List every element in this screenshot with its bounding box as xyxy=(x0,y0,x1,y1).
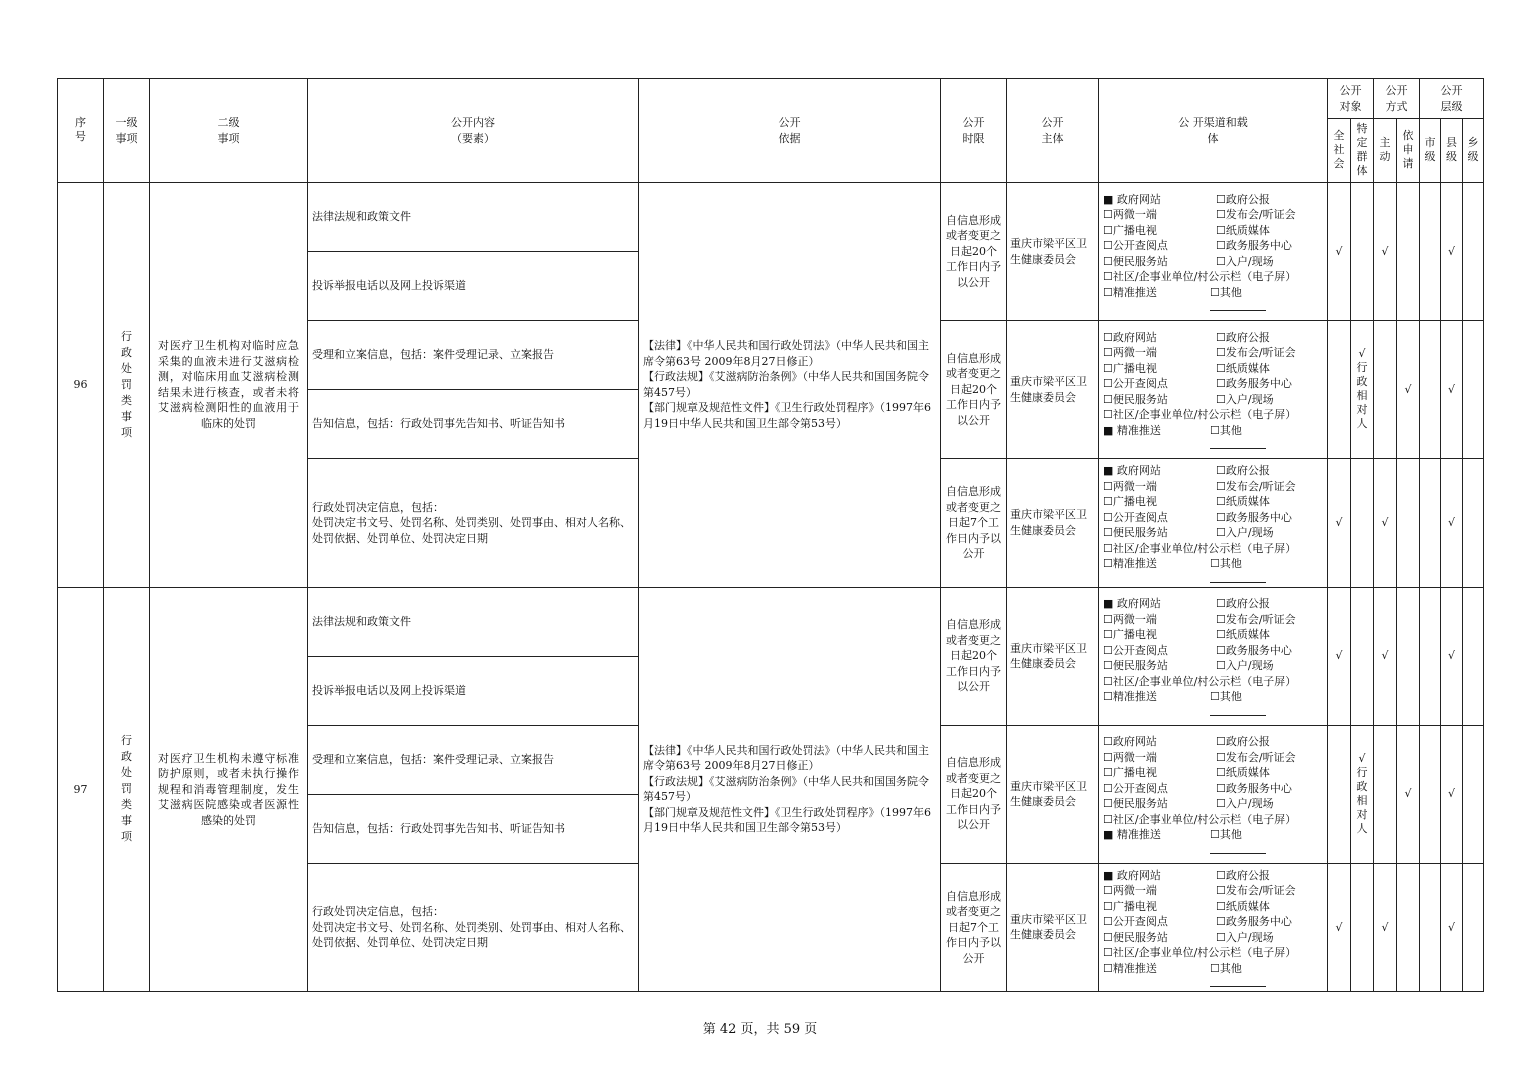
level2-cell: 对医疗卫生机构未遵守标准防护原则，或者未执行操作规程和消毒管理制度，发生艾滋病医院感染或者医源性感染的处罚 xyxy=(150,587,308,992)
channel-option: ☐入户/现场 xyxy=(1216,659,1274,673)
channel-option: ☐社区/企事业单位/村公示栏（电子屏） xyxy=(1103,408,1297,422)
content-cell: 法律法规和政策文件 xyxy=(308,183,639,252)
channel-option: ☐精准推送 xyxy=(1103,285,1157,299)
channel-option: ☐两微一端 xyxy=(1103,346,1157,360)
channel-option: ☐两微一端 xyxy=(1103,208,1157,222)
channel-option: ☐政府网站 xyxy=(1103,330,1157,344)
channel-option: ☐精准推送 xyxy=(1103,961,1157,975)
check-active xyxy=(1374,725,1397,863)
check-town xyxy=(1463,587,1484,725)
channel-option: ☐发布会/听证会 xyxy=(1216,346,1296,360)
check-all: √ xyxy=(1328,587,1351,725)
check-specific xyxy=(1351,459,1374,588)
check-active: √ xyxy=(1374,863,1397,992)
check-all: √ xyxy=(1328,459,1351,588)
basis-item: 【法律】《中华人民共和国行政处罚法》（中华人民共和国主席令第63号 2009年8月27日修正） xyxy=(643,339,929,368)
channel-option: ☐政务服务中心 xyxy=(1216,239,1292,253)
channel-option: ☐公开查阅点 xyxy=(1103,510,1168,524)
header-target-specific: 特定群体 xyxy=(1351,119,1374,183)
channel-option: ☐政府公报 xyxy=(1216,868,1270,882)
check-county: √ xyxy=(1441,321,1463,459)
header-seq: 序号 xyxy=(58,79,104,183)
channel-option: ☐发布会/听证会 xyxy=(1216,612,1296,626)
channel-option: ☐广播电视 xyxy=(1103,628,1157,642)
header-mode-active: 主动 xyxy=(1374,119,1397,183)
channel-option: ■ 政府网站 xyxy=(1103,464,1161,477)
channel-option: ☐纸质媒体 xyxy=(1216,766,1270,780)
level1-cell: 行政处罚类事项 xyxy=(104,183,150,588)
check-city xyxy=(1420,321,1441,459)
basis-item: 【部门规章及规范性文件】《卫生行政处罚程序》（1997年6月19日中华人民共和国卫生部令第53号） xyxy=(643,401,931,430)
channel-option: ☐广播电视 xyxy=(1103,766,1157,780)
content-cell: 行政处罚决定信息，包括： 处罚决定书文号、处罚名称、处罚类别、处罚事由、相对人名称、处罚依据、处罚单位、处罚决定日期 xyxy=(308,863,639,992)
check-county: √ xyxy=(1441,863,1463,992)
channel-cell xyxy=(1099,183,1328,321)
channel-option: ☐政务服务中心 xyxy=(1216,510,1292,524)
channel-option: ☐发布会/听证会 xyxy=(1216,884,1296,897)
time-cell: 自信息形成或者变更之日起20个工作日内予以公开 xyxy=(941,725,1007,863)
time-cell: 自信息形成或者变更之日起20个工作日内予以公开 xyxy=(941,183,1007,321)
content-cell: 告知信息，包括：行政处罚事先告知书、听证告知书 xyxy=(308,390,639,459)
check-specific: √行政相对人 xyxy=(1351,321,1374,459)
check-town xyxy=(1463,183,1484,321)
check-apply xyxy=(1397,459,1420,588)
basis-item: 【行政法规】《艾滋病防治条例》（中华人民共和国国务院令第457号） xyxy=(643,370,929,399)
check-specific xyxy=(1351,863,1374,992)
channel-option: ☐纸质媒体 xyxy=(1216,495,1270,508)
check-apply: √ xyxy=(1397,321,1420,459)
channel-option: ☐入户/现场 xyxy=(1216,526,1274,539)
check-county: √ xyxy=(1441,459,1463,588)
check-city xyxy=(1420,587,1441,725)
content-cell: 投诉举报电话以及网上投诉渠道 xyxy=(308,252,639,321)
channel-option: ☐广播电视 xyxy=(1103,495,1157,508)
channel-option: ☐两微一端 xyxy=(1103,750,1157,764)
blank-line xyxy=(1210,843,1266,854)
channel-option: ☐政府公报 xyxy=(1216,597,1270,611)
channel-option: ☐广播电视 xyxy=(1103,223,1157,237)
channel-option-other: ☐其他 xyxy=(1210,285,1323,312)
channel-option: ☐纸质媒体 xyxy=(1216,223,1270,237)
header-time: 公开时限 xyxy=(941,79,1007,183)
channel-option-other: ☐其他 xyxy=(1210,423,1323,450)
channel-option: ☐政府公报 xyxy=(1216,192,1270,206)
basis-cell xyxy=(639,183,941,588)
channel-option: ☐入户/现场 xyxy=(1216,797,1274,811)
check-town xyxy=(1463,321,1484,459)
check-active xyxy=(1374,321,1397,459)
table-row xyxy=(58,183,1484,252)
channel-option-other: ☐其他 xyxy=(1210,556,1323,583)
channel-cell xyxy=(1099,725,1328,863)
subject-cell: 重庆市梁平区卫生健康委员会 xyxy=(1007,459,1099,588)
check-specific: √行政相对人 xyxy=(1351,725,1374,863)
channel-option-other: ☐其他 xyxy=(1210,689,1323,716)
channel-cell xyxy=(1099,321,1328,459)
header-channel: 公 开渠道和载体 xyxy=(1099,79,1328,183)
subject-cell: 重庆市梁平区卫生健康委员会 xyxy=(1007,321,1099,459)
channel-option: ☐精准推送 xyxy=(1103,690,1157,704)
basis-item: 【部门规章及规范性文件】《卫生行政处罚程序》（1997年6月19日中华人民共和国卫生部令第53号） xyxy=(643,805,931,835)
channel-option: ☐政府公报 xyxy=(1216,330,1270,344)
header-mode-apply: 依申请 xyxy=(1397,119,1420,183)
check-apply: √ xyxy=(1397,725,1420,863)
check-city xyxy=(1420,183,1441,321)
check-active: √ xyxy=(1374,183,1397,321)
channel-option: ☐便民服务站 xyxy=(1103,797,1168,811)
time-cell: 自信息形成或者变更之日起7个工作日内予以公开 xyxy=(941,863,1007,992)
header-tier-county: 县级 xyxy=(1441,119,1463,183)
header-tier: 公开层级 xyxy=(1420,79,1484,119)
level2-cell: 对医疗卫生机构对临时应急采集的血液未进行艾滋病检测，对临床用血艾滋病检测结果未进行核查，或者未将艾滋病检测阳性的血液用于临床的处罚 xyxy=(150,183,308,588)
blank-line xyxy=(1210,705,1266,716)
check-specific xyxy=(1351,183,1374,321)
check-apply xyxy=(1397,863,1420,992)
subject-cell: 重庆市梁平区卫生健康委员会 xyxy=(1007,863,1099,992)
header-subject: 公开主体 xyxy=(1007,79,1099,183)
check-county: √ xyxy=(1441,183,1463,321)
channel-option-other: ☐其他 xyxy=(1210,827,1323,854)
channel-option: ☐政务服务中心 xyxy=(1216,781,1292,795)
channel-option: ☐广播电视 xyxy=(1103,899,1157,913)
header-content: 公开内容 （要素） xyxy=(308,79,639,183)
check-city xyxy=(1420,459,1441,588)
channel-option: ☐广播电视 xyxy=(1103,361,1157,375)
time-cell: 自信息形成或者变更之日起20个工作日内予以公开 xyxy=(941,587,1007,725)
blank-line xyxy=(1210,300,1266,311)
channel-option: ☐便民服务站 xyxy=(1103,392,1168,406)
channel-option: ☐社区/企事业单位/村公示栏（电子屏） xyxy=(1103,946,1297,959)
channel-option: ☐入户/现场 xyxy=(1216,930,1274,944)
channel-option: ☐公开查阅点 xyxy=(1103,915,1168,928)
channel-option: ☐纸质媒体 xyxy=(1216,899,1270,913)
channel-option: ☐两微一端 xyxy=(1103,479,1157,493)
basis-item: 【法律】《中华人民共和国行政处罚法》（中华人民共和国主席令第63号 2009年8月27日修正） xyxy=(643,743,929,773)
channel-option: ■ 政府网站 xyxy=(1103,597,1161,611)
check-active: √ xyxy=(1374,459,1397,588)
blank-line xyxy=(1210,438,1266,449)
table-row xyxy=(58,587,1484,656)
channel-option: ☐公开查阅点 xyxy=(1103,239,1168,253)
check-all: √ xyxy=(1328,863,1351,992)
content-cell: 投诉举报电话以及网上投诉渠道 xyxy=(308,656,639,725)
blank-line xyxy=(1210,572,1266,583)
check-apply xyxy=(1397,183,1420,321)
subject-cell: 重庆市梁平区卫生健康委员会 xyxy=(1007,725,1099,863)
channel-cell xyxy=(1099,863,1328,992)
seq-cell: 97 xyxy=(58,587,104,992)
time-cell: 自信息形成或者变更之日起20个工作日内予以公开 xyxy=(941,321,1007,459)
channel-option: ☐精准推送 xyxy=(1103,557,1157,570)
channel-option: ☐入户/现场 xyxy=(1216,392,1274,406)
level1-cell: 行政处罚类事项 xyxy=(104,587,150,992)
content-cell: 行政处罚决定信息，包括： 处罚决定书文号、处罚名称、处罚类别、处罚事由、相对人名称、处罚依据、处罚单位、处罚决定日期 xyxy=(308,459,639,588)
channel-option: ☐社区/企事业单位/村公示栏（电子屏） xyxy=(1103,674,1297,688)
subject-cell: 重庆市梁平区卫生健康委员会 xyxy=(1007,587,1099,725)
blank-line xyxy=(1210,976,1266,987)
header-target: 公开对象 xyxy=(1328,79,1374,119)
check-all xyxy=(1328,321,1351,459)
check-town xyxy=(1463,459,1484,588)
time-cell: 自信息形成或者变更之日起7个工作日内予以公开 xyxy=(941,459,1007,588)
check-specific xyxy=(1351,587,1374,725)
channel-option: ☐政府公报 xyxy=(1216,735,1270,749)
check-all: √ xyxy=(1328,183,1351,321)
channel-option: ☐公开查阅点 xyxy=(1103,377,1168,391)
basis-cell xyxy=(639,587,941,992)
channel-option: ■ 政府网站 xyxy=(1103,192,1161,206)
check-county: √ xyxy=(1441,725,1463,863)
channel-option: ☐社区/企事业单位/村公示栏（电子屏） xyxy=(1103,270,1297,284)
page-footer: 第 42 页，共 59 页 xyxy=(702,1022,818,1037)
check-all xyxy=(1328,725,1351,863)
header-level1: 一级事项 xyxy=(104,79,150,183)
header-target-all: 全社会 xyxy=(1328,119,1351,183)
header-basis: 公开依据 xyxy=(639,79,941,183)
channel-option: ☐两微一端 xyxy=(1103,884,1157,897)
check-city xyxy=(1420,863,1441,992)
channel-option: ☐便民服务站 xyxy=(1103,254,1168,268)
check-town xyxy=(1463,725,1484,863)
channel-option: ☐发布会/听证会 xyxy=(1216,750,1296,764)
channel-option: ☐政务服务中心 xyxy=(1216,643,1292,657)
channel-option: ☐两微一端 xyxy=(1103,612,1157,626)
content-cell: 告知信息，包括：行政处罚事先告知书、听证告知书 xyxy=(308,794,639,863)
basis-item: 【行政法规】《艾滋病防治条例》（中华人民共和国国务院令第457号） xyxy=(643,774,929,804)
channel-option: ☐政务服务中心 xyxy=(1216,377,1292,391)
channel-option: ☐纸质媒体 xyxy=(1216,628,1270,642)
content-cell: 受理和立案信息，包括：案件受理记录、立案报告 xyxy=(308,725,639,794)
channel-option: ☐便民服务站 xyxy=(1103,526,1168,539)
content-cell: 法律法规和政策文件 xyxy=(308,587,639,656)
channel-option: ☐政府网站 xyxy=(1103,735,1157,749)
channel-option: ☐社区/企事业单位/村公示栏（电子屏） xyxy=(1103,812,1297,826)
channel-option: ■ 政府网站 xyxy=(1103,868,1161,882)
channel-option: ☐公开查阅点 xyxy=(1103,643,1168,657)
seq-cell: 96 xyxy=(58,183,104,588)
header-level2: 二级事项 xyxy=(150,79,308,183)
channel-option: ☐纸质媒体 xyxy=(1216,361,1270,375)
subject-cell: 重庆市梁平区卫生健康委员会 xyxy=(1007,183,1099,321)
check-town xyxy=(1463,863,1484,992)
check-city xyxy=(1420,725,1441,863)
channel-cell xyxy=(1099,587,1328,725)
content-cell: 受理和立案信息，包括：案件受理记录、立案报告 xyxy=(308,321,639,390)
disclosure-table xyxy=(57,78,1484,992)
channel-option: ■ 精准推送 xyxy=(1103,423,1161,437)
channel-option: ☐政府公报 xyxy=(1216,464,1270,477)
channel-option: ☐便民服务站 xyxy=(1103,930,1168,944)
check-active: √ xyxy=(1374,587,1397,725)
channel-option: ☐发布会/听证会 xyxy=(1216,479,1296,493)
channel-option: ☐入户/现场 xyxy=(1216,254,1274,268)
channel-option: ☐社区/企事业单位/村公示栏（电子屏） xyxy=(1103,541,1297,555)
channel-option: ■ 精准推送 xyxy=(1103,828,1161,842)
check-apply xyxy=(1397,587,1420,725)
channel-option: ☐发布会/听证会 xyxy=(1216,208,1296,222)
channel-cell xyxy=(1099,459,1328,588)
channel-option: ☐便民服务站 xyxy=(1103,659,1168,673)
header-tier-town: 乡级 xyxy=(1463,119,1484,183)
header-mode: 公开方式 xyxy=(1374,79,1420,119)
channel-option: ☐公开查阅点 xyxy=(1103,781,1168,795)
check-county: √ xyxy=(1441,587,1463,725)
header-tier-city: 市级 xyxy=(1420,119,1441,183)
channel-option: ☐政务服务中心 xyxy=(1216,915,1292,928)
channel-option-other: ☐其他 xyxy=(1210,961,1323,988)
